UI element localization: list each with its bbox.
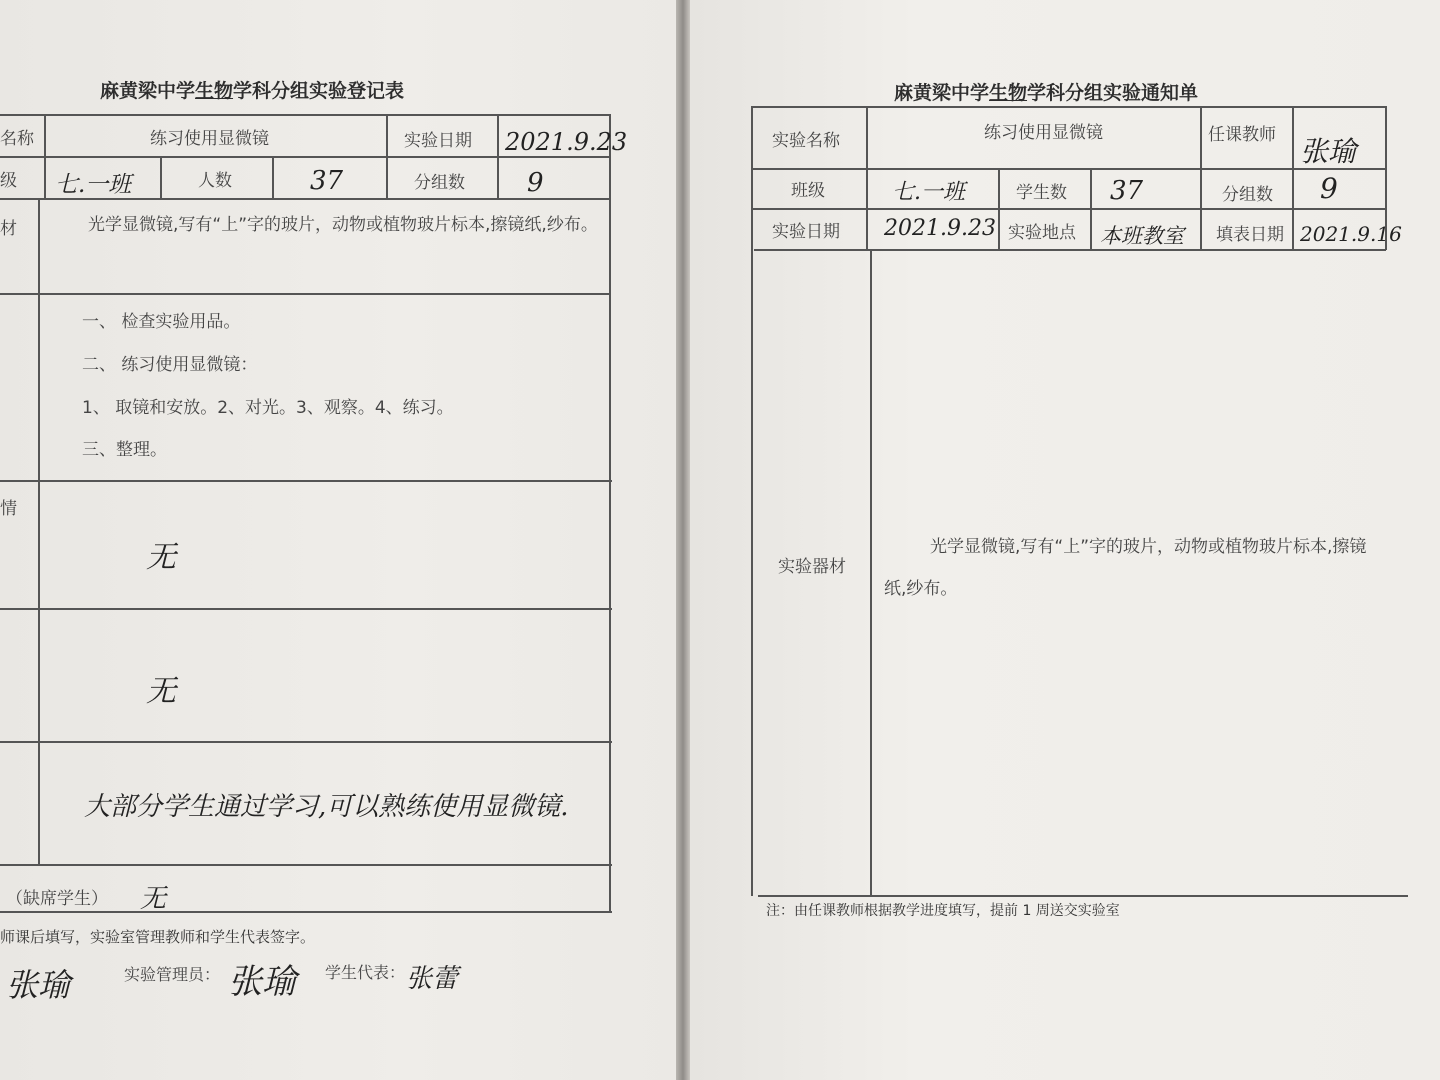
grid-line [866, 106, 868, 250]
grid-line [0, 911, 612, 913]
title-subject: 生物 [195, 80, 234, 102]
form-note: 注：由任课教师根据教学进度填写，提前 1 周送交实验室 [766, 903, 1120, 919]
grid-line [998, 168, 1000, 250]
fill-date-handwritten: 2021.9.16 [1300, 222, 1402, 246]
title-school: 麻黄梁中学 [100, 80, 196, 102]
people-label: 人数 [198, 171, 232, 191]
summary-handwritten: 大部分学生通过学习,可以熟练使用显微镜. [84, 792, 569, 822]
equipment-line-1: 光学显微镜,写有“上”字的玻片，动物或植物玻片标本,擦镜 [930, 537, 1367, 557]
grid-line [38, 198, 40, 864]
absent-value: 无 [140, 884, 167, 914]
groups-label: 分组数 [1222, 185, 1273, 205]
grid-line [272, 156, 274, 198]
left-form-title [100, 76, 404, 103]
date-handwritten: 2021.9.23 [505, 128, 628, 156]
teacher-signature: 张瑜 [1300, 135, 1357, 168]
grid-line [758, 895, 1408, 897]
signature-lab-admin: 张瑜 [228, 962, 296, 1002]
materials-text: 光学显微镜,写有“上”字的玻片，动物或植物玻片标本,擦镜纸,纱布。 [88, 215, 598, 235]
signature-student-rep: 张蕾 [406, 964, 459, 994]
groups-handwritten: 9 [527, 168, 544, 198]
section3-value: 无 [146, 540, 176, 575]
title-suffix: 学科分组实验通知单 [1027, 82, 1199, 104]
left-page-register-form [0, 0, 676, 1080]
footnote: 师课后填写，实验室管理教师和学生代表签字。 [0, 928, 316, 946]
grid-line [497, 114, 499, 198]
class-handwritten: 七.一班 [892, 180, 965, 205]
row-label-class: 级 [0, 171, 17, 191]
procedure-step-2: 二、 练习使用显微镜： [82, 355, 258, 375]
right-form-title [894, 78, 1198, 105]
grid-line [160, 156, 162, 198]
row-label-name: 名称 [0, 129, 34, 149]
right-page-notice-form [690, 0, 1440, 1080]
procedure-step-4: 三、整理。 [82, 440, 167, 460]
exp-name-value: 练习使用显微镜 [984, 123, 1103, 143]
grid-line [751, 106, 753, 896]
date-label: 实验日期 [772, 222, 840, 242]
grid-line [870, 249, 872, 895]
grid-line [0, 480, 612, 482]
grid-line [1200, 106, 1202, 250]
equipment-label: 实验器材 [778, 557, 846, 577]
procedure-step-3: 1、 取镜和安放。2、对光。3、观察。4、练习。 [82, 398, 454, 418]
title-subject: 生物 [989, 82, 1028, 104]
grid-line [751, 106, 1385, 108]
people-handwritten: 37 [310, 166, 344, 196]
grid-line [386, 114, 388, 198]
class-handwritten: 七.一班 [55, 172, 132, 198]
grid-line [1090, 168, 1092, 250]
grid-line [0, 741, 612, 743]
place-handwritten: 本班教室 [1100, 224, 1184, 248]
exp-name-label: 实验名称 [772, 131, 840, 151]
grid-line [0, 293, 610, 295]
signature-teacher: 张瑜 [6, 966, 71, 1004]
grid-line [44, 114, 46, 198]
title-suffix: 学科分组实验登记表 [233, 80, 405, 102]
section4-value: 无 [146, 674, 176, 709]
date-handwritten: 2021.9.23 [884, 216, 996, 241]
grid-line [0, 114, 610, 116]
grid-line [0, 608, 612, 610]
groups-label: 分组数 [414, 173, 465, 193]
students-label: 学生数 [1016, 183, 1067, 203]
row-label-materials: 材 [0, 219, 17, 239]
absent-label: （缺席学生） [6, 889, 108, 909]
class-label: 班级 [791, 181, 825, 201]
groups-handwritten: 9 [1320, 172, 1338, 205]
experiment-name: 练习使用显微镜 [150, 129, 269, 149]
students-handwritten: 37 [1110, 176, 1144, 206]
procedure-step-1: 一、 检查实验用品。 [82, 312, 241, 332]
student-rep-label: 学生代表： [325, 963, 406, 982]
date-label: 实验日期 [404, 131, 472, 151]
lab-admin-label: 实验管理员： [124, 965, 221, 984]
grid-line [752, 168, 1385, 170]
grid-line [609, 114, 611, 911]
book-gutter [676, 0, 690, 1080]
place-label: 实验地点 [1008, 223, 1076, 243]
equipment-line-2: 纸,纱布。 [884, 579, 958, 599]
fill-date-label: 填表日期 [1216, 225, 1284, 245]
title-school: 麻黄梁中学 [894, 82, 990, 104]
row-label-section3: 情 [0, 499, 17, 519]
grid-line [0, 156, 610, 158]
teacher-label: 任课教师 [1208, 125, 1276, 145]
grid-line [0, 864, 612, 866]
grid-line [1292, 106, 1294, 250]
